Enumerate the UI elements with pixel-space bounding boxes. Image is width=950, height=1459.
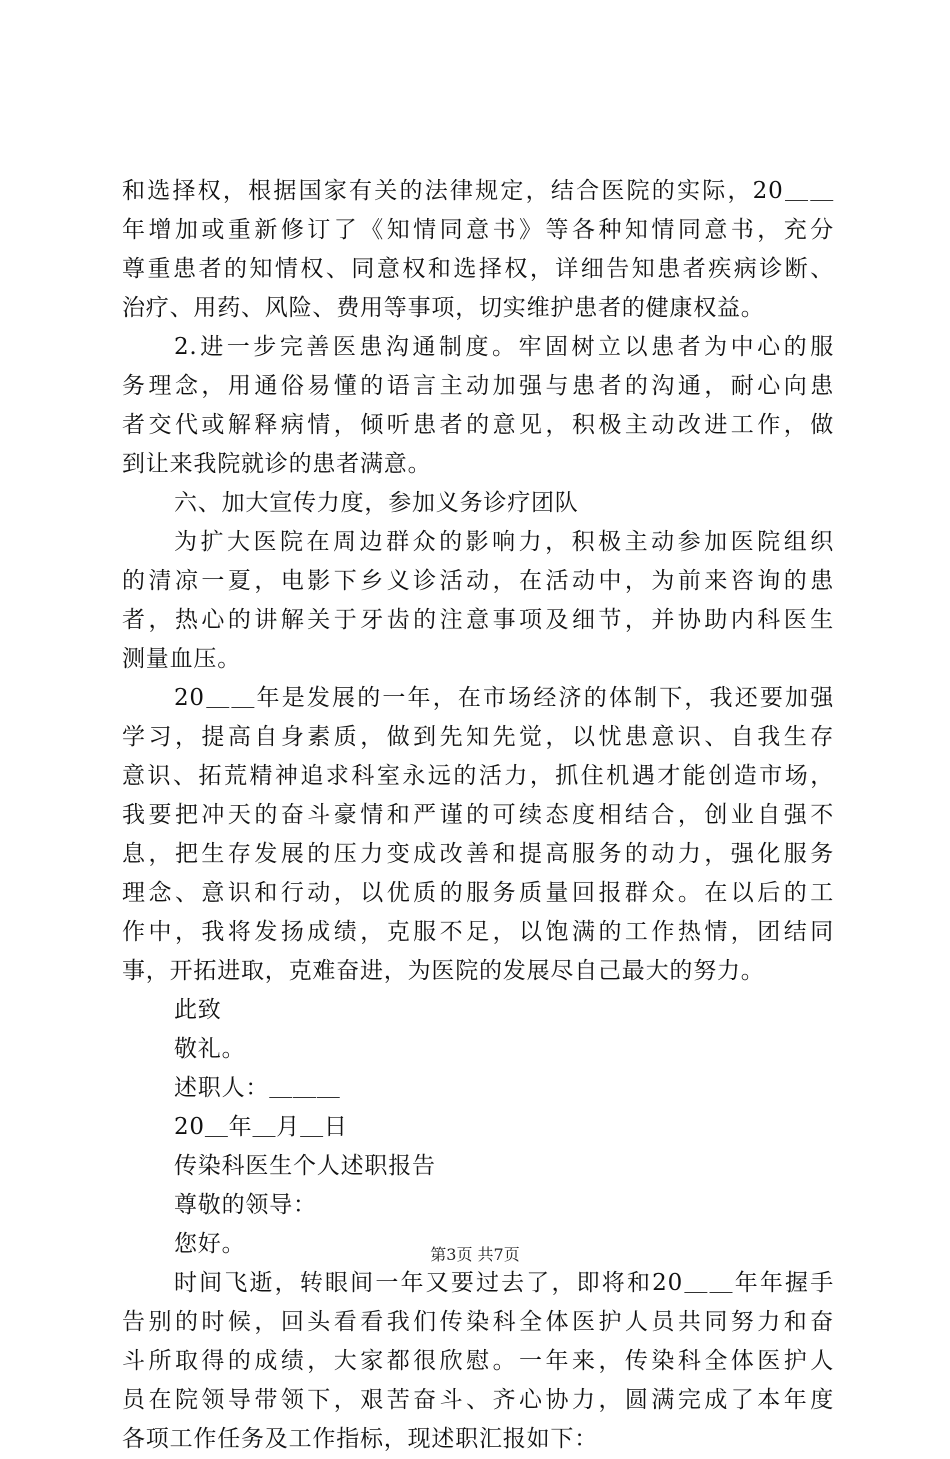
greeting-line: 您好。 [174,1231,246,1257]
document-body [122,172,834,1459]
text-line: 和选择权，根据国家有关的法律规定，结合医院的实际，20＿＿ [122,178,834,204]
text-line: 学习，提高自身素质，做到先知先觉，以忧患意识、自我生存 [122,724,834,750]
text-line: 到让来我院就诊的患者满意。 [122,451,432,477]
text-line: 尊重患者的知情权、同意权和选择权，详细告知患者疾病诊断、 [122,256,834,282]
signature-line: 述职人：＿＿＿ [174,1075,341,1101]
date-line: 20＿年＿月＿日 [174,1114,348,1140]
text-line: 事，开拓进取，克难奋进，为医院的发展尽自己最大的努力。 [122,958,765,984]
text-line: 息，把生存发展的压力变成改善和提高服务的动力，强化服务 [122,841,834,867]
text-line: 各项工作任务及工作指标，现述职汇报如下： [122,1426,598,1452]
text-line: 年增加或重新修订了《知情同意书》等各种知情同意书，充分 [122,217,834,243]
text-line: 的清凉一夏，电影下乡义诊活动，在活动中，为前来咨询的患 [122,568,834,594]
text-line: 斗所取得的成绩，大家都很欣慰。一年来，传染科全体医护人 [122,1348,834,1374]
page-number-footer: 第3页 共7页 [430,1245,520,1264]
text-line: 为扩大医院在周边群众的影响力，积极主动参加医院组织 [174,529,834,555]
greeting-line: 尊敬的领导： [174,1192,317,1218]
closing-regards: 敬礼。 [174,1036,246,1062]
text-line: 测量血压。 [122,646,241,672]
closing-salutation: 此致 [174,997,222,1023]
report-title: 传染科医生个人述职报告 [174,1153,436,1179]
text-line: 理念、意识和行动，以优质的服务质量回报群众。在以后的工 [122,880,834,906]
text-line: 我要把冲天的奋斗豪情和严谨的可续态度相结合，创业自强不 [122,802,834,828]
section-heading: 六、加大宣传力度，参加义务诊疗团队 [174,490,579,516]
text-line: 时间飞逝，转眼间一年又要过去了，即将和20＿＿年年握手 [174,1270,834,1296]
text-line: 者，热心的讲解关于牙齿的注意事项及细节，并协助内科医生 [122,607,834,633]
text-line: 2.进一步完善医患沟通制度。牢固树立以患者为中心的服 [174,334,834,360]
text-line: 治疗、用药、风险、费用等事项，切实维护患者的健康权益。 [122,295,765,321]
text-line: 务理念，用通俗易懂的语言主动加强与患者的沟通，耐心向患 [122,373,834,399]
text-line: 者交代或解释病情，倾听患者的意见，积极主动改进工作，做 [122,412,834,438]
text-line: 作中，我将发扬成绩，克服不足，以饱满的工作热情，团结同 [122,919,834,945]
text-line: 20＿＿年是发展的一年，在市场经济的体制下，我还要加强 [174,685,834,711]
text-line: 意识、拓荒精神追求科室永远的活力，抓住机遇才能创造市场， [122,763,834,789]
text-line: 告别的时候，回头看看我们传染科全体医护人员共同努力和奋 [122,1309,834,1335]
text-line: 员在院领导带领下，艰苦奋斗、齐心协力，圆满完成了本年度 [122,1387,834,1413]
